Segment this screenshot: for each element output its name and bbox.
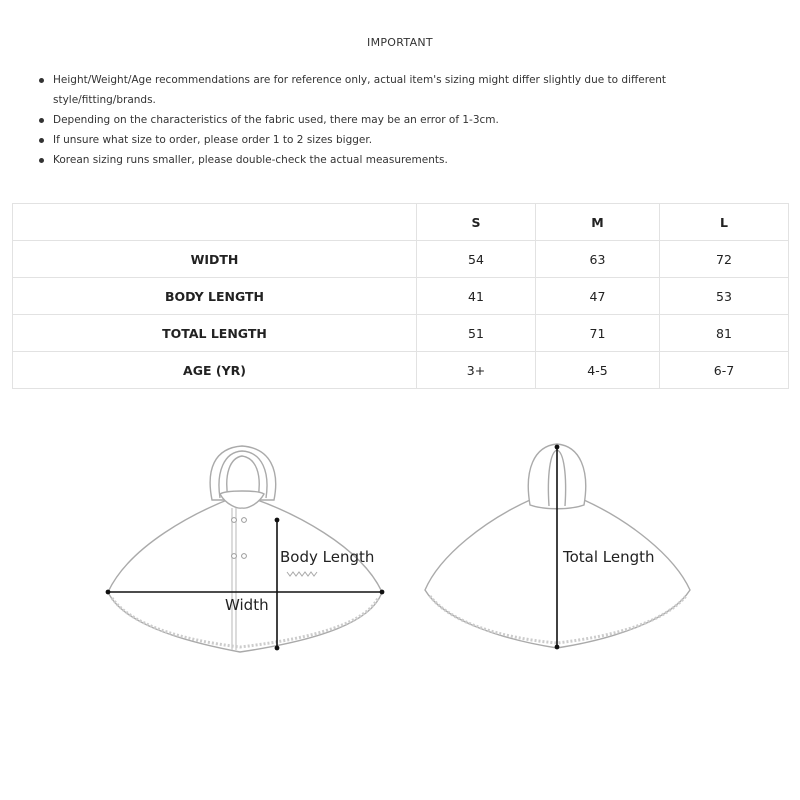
button [242,518,247,523]
header-cell-m: M [536,204,660,241]
measurement-diagram [0,420,800,680]
table-row [13,315,789,352]
row-label-age: AGE (YR) [13,352,417,389]
table-header-row [13,204,789,241]
table-cell: 53 [660,278,789,315]
body-length-label: Body Length [280,548,375,566]
measure-dot [275,646,280,651]
table-row [13,278,789,315]
header-cell-empty [13,204,417,241]
note-item: Height/Weight/Age recommendations are for reference only, actual item's sizing might differ slightly due to different style/fitting/brands. [36,70,756,110]
measure-dot [555,445,560,450]
table-cell: 41 [417,278,536,315]
measure-dot [380,590,385,595]
header-cell-l: L [660,204,789,241]
notes-list [36,70,756,170]
note-item: Depending on the characteristics of the fabric used, there may be an error of 1-3cm. [36,110,756,130]
table-cell: 72 [660,241,789,278]
button [232,518,237,523]
button [232,554,237,559]
row-label-width: WIDTH [13,241,417,278]
table-row [13,352,789,389]
table-cell: 54 [417,241,536,278]
measure-dot [555,645,560,650]
measure-dot [275,518,280,523]
notice-title: IMPORTANT [367,36,433,49]
note-item: Korean sizing runs smaller, please double-check the actual measurements. [36,150,756,170]
header-cell-s: S [417,204,536,241]
table-cell: 63 [536,241,660,278]
table-row [13,241,789,278]
table-cell: 4-5 [536,352,660,389]
size-table [12,203,789,389]
total-length-label: Total Length [563,548,655,566]
table-cell: 47 [536,278,660,315]
width-label: Width [225,596,269,614]
table-cell: 81 [660,315,789,352]
table-cell: 71 [536,315,660,352]
note-item: If unsure what size to order, please order 1 to 2 sizes bigger. [36,130,756,150]
button [242,554,247,559]
table-cell: 51 [417,315,536,352]
row-label-total-length: TOTAL LENGTH [13,315,417,352]
table-cell: 3+ [417,352,536,389]
row-label-body-length: BODY LENGTH [13,278,417,315]
measure-dot [106,590,111,595]
table-cell: 6-7 [660,352,789,389]
